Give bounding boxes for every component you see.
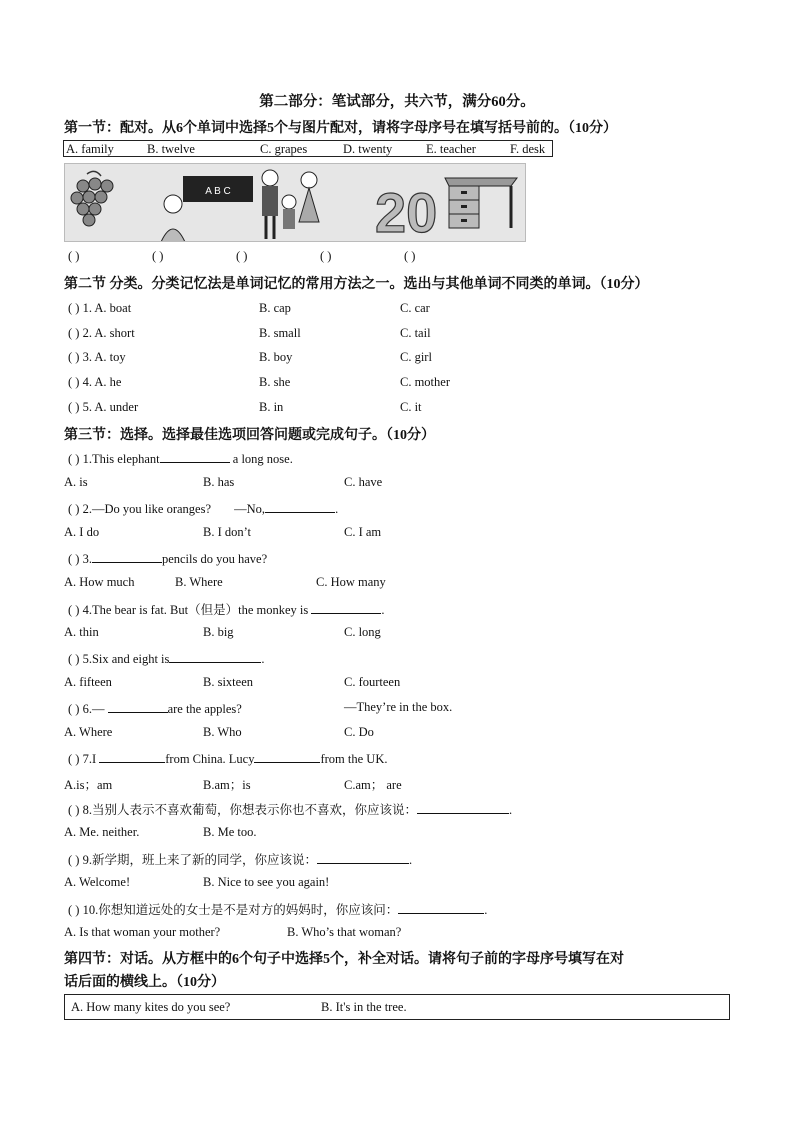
word-option: E. teacher bbox=[426, 142, 476, 156]
answer-bracket: ( ) bbox=[152, 249, 164, 263]
option-a: A. I do bbox=[64, 525, 100, 539]
option-b: B. big bbox=[203, 625, 234, 639]
dialogue-reply: —They’re in the box. bbox=[344, 700, 453, 714]
option-a: A. thin bbox=[64, 625, 99, 639]
question-line: ( ) 3. pencils do you have? bbox=[68, 552, 268, 566]
grapes-picture bbox=[71, 171, 113, 226]
option-a: A. Me. neither. bbox=[64, 825, 140, 839]
answer-blank bbox=[169, 650, 261, 663]
section-4-heading-cont: 话后面的横线上。（10分） bbox=[64, 975, 225, 990]
option-c: C. long bbox=[344, 625, 381, 639]
option-c: C. car bbox=[400, 301, 430, 315]
desk-picture bbox=[445, 178, 517, 228]
option-b: B. small bbox=[259, 326, 301, 340]
option-b: B. cap bbox=[259, 301, 291, 315]
option-b: B.am；is bbox=[203, 778, 251, 792]
option-c: C. have bbox=[344, 475, 383, 489]
option-c: C. mother bbox=[400, 375, 450, 389]
question-line: ( ) 7.I from China. Lucy from the UK. bbox=[68, 752, 388, 766]
option-b: B. she bbox=[259, 375, 291, 389]
section-2-heading: 第二节 分类。分类记忆法是单词记忆的常用方法之一。选出与其他单词不同类的单词。（10分） bbox=[64, 277, 649, 292]
option-c: C. fourteen bbox=[344, 675, 401, 689]
option-c: C. it bbox=[400, 400, 422, 414]
page-title: 第二部分：笔试部分，共六节，满分60分。 bbox=[259, 94, 535, 110]
option-b: B. Who bbox=[203, 725, 242, 739]
section-3-heading: 第三节：选择。选择最佳选项回答问题或完成句子。（10分） bbox=[64, 428, 435, 443]
option-a: A. fifteen bbox=[64, 675, 112, 689]
answer-bracket: ( ) bbox=[320, 249, 332, 263]
option-b: B. sixteen bbox=[203, 675, 253, 689]
question-line: ( ) 1. A. boat bbox=[68, 301, 132, 315]
option-c: C. girl bbox=[400, 350, 432, 364]
answer-blank bbox=[265, 500, 335, 513]
answer-blank bbox=[311, 601, 381, 614]
option-c: C. tail bbox=[400, 326, 431, 340]
option-c: C.am； are bbox=[344, 778, 402, 792]
teacher-picture bbox=[161, 176, 253, 242]
question-line: ( ) 8.当别人表示不喜欢葡萄，你想表示你也不喜欢，你应该说： . bbox=[68, 803, 513, 817]
option-a: A. How much bbox=[64, 575, 135, 589]
word-bank-box bbox=[63, 140, 553, 157]
answer-bracket: ( ) bbox=[404, 249, 416, 263]
option-c: C. Do bbox=[344, 725, 374, 739]
answer-blank bbox=[398, 901, 484, 914]
option-b: B. Where bbox=[175, 575, 223, 589]
section-1-heading: 第一节：配对。从6个单词中选择5个与图片配对，请将字母序号在填写括号前的。（10分） bbox=[64, 121, 617, 136]
sentence-option: A. How many kites do you see? bbox=[71, 1000, 231, 1014]
family-picture bbox=[262, 170, 319, 239]
answer-bracket: ( ) bbox=[236, 249, 248, 263]
option-a: A. is bbox=[64, 475, 88, 489]
question-line: ( ) 4.The bear is fat. But（但是）the monkey is . bbox=[68, 603, 385, 617]
option-a: A. Is that woman your mother? bbox=[64, 925, 221, 939]
option-b: B. Me too. bbox=[203, 825, 257, 839]
number-text: 20 bbox=[375, 181, 438, 242]
word-option: A. family bbox=[66, 142, 114, 156]
option-a: A. Welcome! bbox=[64, 875, 131, 889]
section-4-heading: 第四节：对话。从方框中的6个句子中选择5个，补全对话。请将句子前的字母序号填写在对 bbox=[64, 952, 624, 967]
blackboard-text: A B C bbox=[205, 186, 231, 197]
question-line: ( ) 6.— are the apples? bbox=[68, 702, 242, 716]
option-b: B. Who’s that woman? bbox=[287, 925, 402, 939]
word-option: C. grapes bbox=[260, 142, 308, 156]
option-a: A. Where bbox=[64, 725, 113, 739]
sentence-option: B. It's in the tree. bbox=[321, 1000, 407, 1014]
sentence-options-box bbox=[64, 994, 730, 1020]
answer-blank bbox=[160, 450, 230, 463]
word-option: F. desk bbox=[510, 142, 546, 156]
option-b: B. boy bbox=[259, 350, 293, 364]
word-option: D. twenty bbox=[343, 142, 393, 156]
answer-bracket: ( ) bbox=[68, 249, 80, 263]
option-a: A.is；am bbox=[64, 778, 113, 792]
option-b: B. in bbox=[259, 400, 284, 414]
answer-blank bbox=[108, 700, 168, 713]
question-line: ( ) 10.你想知道远处的女士是不是对方的妈妈时，你应该问： . bbox=[68, 903, 488, 917]
question-line: ( ) 4. A. he bbox=[68, 375, 122, 389]
option-c: C. I am bbox=[344, 525, 382, 539]
question-line: ( ) 2.—Do you like oranges? —No, . bbox=[68, 502, 339, 516]
question-line: ( ) 9.新学期，班上来了新的同学，你应该说： . bbox=[68, 853, 413, 867]
answer-blank bbox=[254, 750, 320, 763]
question-line: ( ) 3. A. toy bbox=[68, 350, 126, 364]
option-b: B. has bbox=[203, 475, 235, 489]
question-line: ( ) 2. A. short bbox=[68, 326, 135, 340]
answer-blank bbox=[317, 851, 409, 864]
question-line: ( ) 1.This elephant a long nose. bbox=[68, 452, 293, 466]
option-b: B. I don’t bbox=[203, 525, 252, 539]
answer-blank bbox=[99, 750, 165, 763]
picture-strip bbox=[64, 163, 526, 242]
word-option: B. twelve bbox=[147, 142, 195, 156]
option-b: B. Nice to see you again! bbox=[203, 875, 330, 889]
answer-blank bbox=[92, 550, 162, 563]
question-line: ( ) 5.Six and eight is . bbox=[68, 652, 265, 666]
question-line: ( ) 5. A. under bbox=[68, 400, 139, 414]
option-c: C. How many bbox=[316, 575, 386, 589]
answer-blank bbox=[417, 801, 509, 814]
twenty-picture bbox=[375, 181, 437, 242]
